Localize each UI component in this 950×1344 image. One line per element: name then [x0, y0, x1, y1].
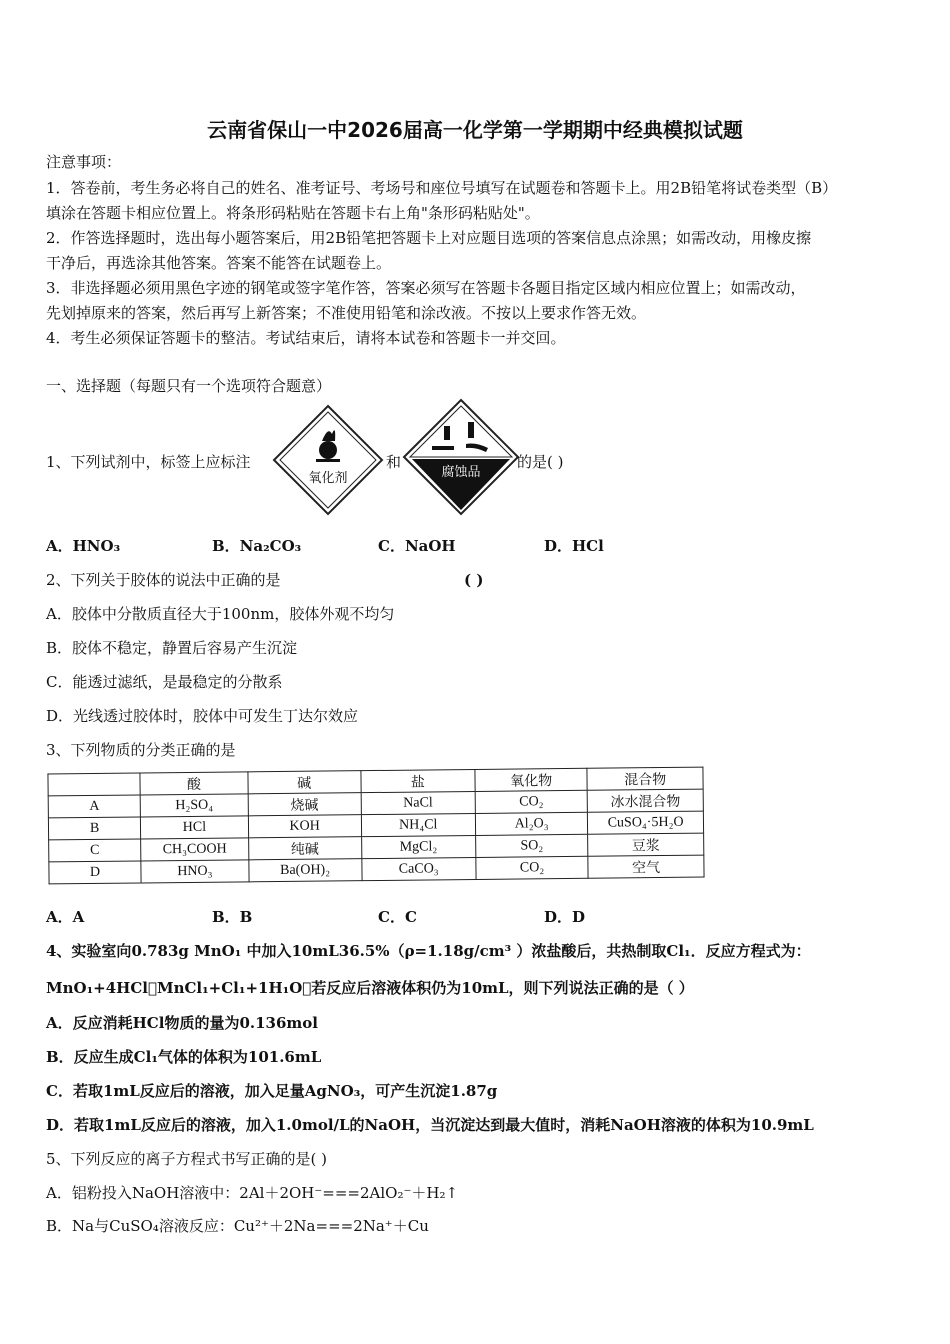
- table-cell: B: [48, 817, 140, 840]
- table-cell: 烧碱: [248, 793, 361, 816]
- q4-stem-line1: 4、实验室向0.783g MnO₁ 中加入10mL36.5%（ρ=1.18g/cm³ ）浓盐酸后，共热制取Cl₁．反应方程式为：: [46, 942, 811, 960]
- table-header: 氧化物: [475, 768, 588, 791]
- table-cell: MgCl₂: [361, 835, 476, 858]
- page-title: 云南省保山一中2026届高一化学第一学期期中经典模拟试题: [207, 118, 743, 142]
- q4-option-d[interactable]: D．若取1mL反应后的溶液，加入1.0mol/L的NaOH，当沉淀达到最大值时，消耗NaOH溶液的体积为10.9mL: [46, 1116, 814, 1134]
- table-cell: NaCl: [361, 791, 476, 814]
- table-cell: 冰水混合物: [587, 789, 703, 812]
- q1-options: [46, 536, 604, 556]
- table-cell: D: [49, 861, 141, 884]
- table-cell: 豆浆: [588, 833, 704, 856]
- q2-paren: ( ): [464, 571, 484, 589]
- q3-options: [46, 907, 585, 927]
- q2-option-d[interactable]: D．光线透过胶体时，胶体中可发生丁达尔效应: [46, 707, 359, 725]
- table-cell: CH₃COOH: [141, 838, 249, 861]
- q3-option-d[interactable]: D．D: [544, 908, 586, 926]
- notice-line: 1．答卷前，考生务必将自己的姓名、准考证号、考场号和座位号填写在试题卷和答题卡上。用2B铅笔将试卷类型（B）: [46, 179, 838, 197]
- q5-stem: 5、下列反应的离子方程式书写正确的是( ): [46, 1150, 328, 1168]
- notice-line: 2．作答选择题时，选出每小题答案后，用2B铅笔把答题卡上对应题目选项的答案信息点涂黑；如需改动，用橡皮擦: [46, 229, 812, 247]
- table-cell: CuSO₄·5H₂O: [588, 811, 704, 834]
- table-cell: NH₄Cl: [361, 813, 476, 836]
- table-cell: KOH: [248, 815, 361, 838]
- q2-stem: 2、下列关于胶体的说法中正确的是: [46, 571, 281, 589]
- q1-stem-mid: 和: [386, 453, 402, 471]
- table-cell: HNO₃: [141, 860, 249, 883]
- q1-stem-after: 的是( ): [517, 453, 564, 471]
- table-cell: Al₂O₃: [475, 812, 588, 835]
- q3-option-a[interactable]: A．A: [46, 908, 85, 926]
- q1-stem-before: 1、下列试剂中，标签上应标注: [46, 453, 251, 471]
- notice-line: 干净后，再选涂其他答案。答案不能答在试题卷上。: [46, 254, 392, 272]
- q5-option-a[interactable]: A．铝粉投入NaOH溶液中：2Al＋2OH⁻===2AlO₂⁻＋H₂↑: [46, 1184, 459, 1202]
- notice-line: 先划掉原来的答案，然后再写上新答案；不准使用铅笔和涂改液。不按以上要求作答无效。: [46, 304, 647, 322]
- oxidizer-label-icon: [272, 404, 384, 520]
- table-cell: C: [49, 839, 141, 862]
- q1-option-c[interactable]: C．NaOH: [378, 537, 456, 555]
- table-header: [48, 773, 140, 796]
- table-cell: CaCO₃: [361, 857, 476, 880]
- q1-option-a[interactable]: A．HNO₃: [46, 537, 121, 555]
- table-header: 盐: [360, 769, 475, 792]
- notice-line: 3．非选择题必须用黑色字迹的钢笔或签字笔作答，答案必须写在答题卡各题目指定区域内相应位置上；如需改动，: [46, 279, 806, 297]
- notice-line: 填涂在答题卡相应位置上。将条形码粘贴在答题卡右上角"条形码粘贴处"。: [46, 204, 540, 222]
- table-header: 酸: [140, 772, 248, 795]
- table-cell: Ba(OH)₂: [249, 859, 362, 882]
- table-cell: 纯碱: [248, 837, 361, 860]
- section-heading: 一、选择题（每题只有一个选项符合题意）: [46, 377, 332, 395]
- q2-option-b[interactable]: B．胶体不稳定，静置后容易产生沉淀: [46, 639, 298, 657]
- oxidizer-label-text: 氧化剂: [308, 471, 348, 486]
- q4-option-b[interactable]: B．反应生成Cl₁气体的体积为101.6mL: [46, 1048, 322, 1066]
- notice-line: 4．考生必须保证答题卡的整洁。考试结束后，请将本试卷和答题卡一并交回。: [46, 329, 566, 347]
- table-header: 混合物: [587, 767, 703, 790]
- table-cell: A: [48, 795, 140, 818]
- table-cell: 空气: [588, 855, 704, 878]
- table-cell: CO₂: [476, 856, 589, 879]
- corrosive-label-icon: [402, 398, 520, 520]
- q2-option-c[interactable]: C．能透过滤纸，是最稳定的分散系: [46, 673, 283, 691]
- table-cell: SO₂: [476, 834, 589, 857]
- table-header: 碱: [248, 771, 361, 794]
- q4-option-a[interactable]: A．反应消耗HCl物质的量为0.136mol: [46, 1014, 318, 1032]
- q1-option-b[interactable]: B．Na₂CO₃: [212, 537, 302, 555]
- q4-stem-line2: MnO₁+4HCl⃞MnCl₁+Cl₁+1H₁O，若反应后溶液体积仍为10mL，则下列说法正确的是（ ）: [46, 979, 694, 997]
- q3-option-c[interactable]: C．C: [378, 908, 417, 926]
- q3-stem: 3、下列物质的分类正确的是: [46, 741, 236, 759]
- classification-table: [47, 767, 704, 885]
- q4-option-c[interactable]: C．若取1mL反应后的溶液，加入足量AgNO₃，可产生沉淀1.87g: [46, 1082, 498, 1100]
- table-cell: CO₂: [475, 790, 588, 813]
- table-cell: HCl: [141, 816, 249, 839]
- q2-option-a[interactable]: A．胶体中分散质直径大于100nm，胶体外观不均匀: [46, 605, 395, 623]
- table-cell: H₂SO₄: [140, 794, 248, 817]
- notice-heading: 注意事项：: [46, 153, 122, 171]
- q5-option-b[interactable]: B．Na与CuSO₄溶液反应：Cu²⁺＋2Na===2Na⁺＋Cu: [46, 1217, 429, 1235]
- corrosive-label-text: 腐蚀品: [441, 465, 481, 480]
- q3-option-b[interactable]: B．B: [212, 908, 253, 926]
- q1-option-d[interactable]: D．HCl: [544, 537, 604, 555]
